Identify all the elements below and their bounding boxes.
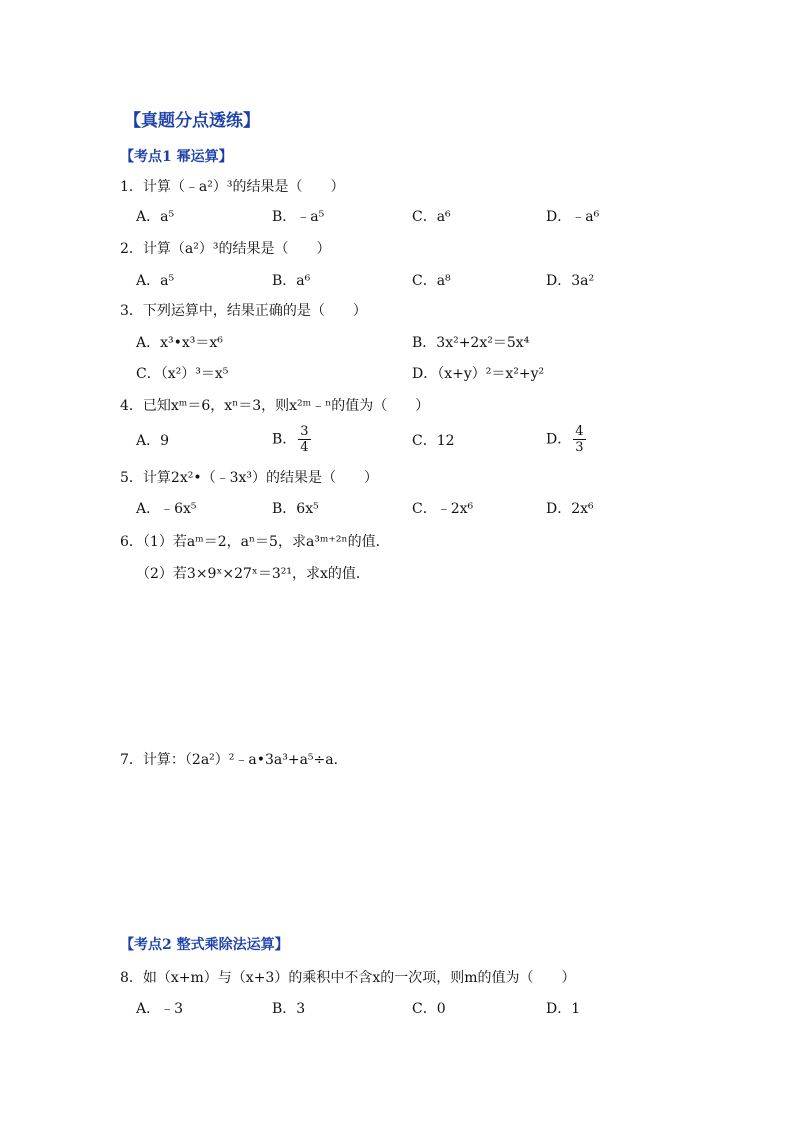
question-4-option-b-label: B．	[272, 431, 297, 448]
question-8-option-d: D．1	[546, 1001, 581, 1017]
fraction-3-4	[298, 424, 310, 455]
question-1-option-b: B．﹣a⁵	[272, 209, 325, 225]
question-5-option-c: C．﹣2x⁶	[412, 501, 474, 517]
question-3-option-a: A．x³•x³＝x⁶	[136, 335, 223, 351]
question-2-option-a: A．a⁵	[136, 273, 175, 289]
question-5-option-d: D．2x⁶	[546, 501, 594, 517]
question-1-option-c: C．a⁶	[412, 209, 451, 225]
fraction-numerator: 4	[575, 424, 584, 439]
question-7-stem: 7．计算：（2a²）²﹣a•3a³+a⁵÷a．	[120, 752, 348, 768]
question-3-option-d: D．（x+y）²＝x²+y²	[412, 366, 545, 382]
fraction-4-3	[573, 424, 585, 455]
fraction-denominator: 3	[575, 440, 584, 455]
question-5-stem: 5．计算2x²•（﹣3x³）的结果是（ ）	[120, 470, 378, 486]
question-1-option-a: A．a⁵	[136, 209, 175, 225]
fraction-numerator: 3	[300, 424, 309, 439]
question-8-option-a: A．﹣3	[136, 1001, 184, 1017]
question-1-stem: 1．计算（﹣a²）³的结果是（ ）	[120, 179, 345, 195]
question-4-option-d	[546, 424, 586, 455]
question-3-option-c: C．（x²）³＝x⁵	[136, 366, 229, 382]
question-2-option-b: B．a⁶	[272, 273, 311, 289]
question-5-option-a: A．﹣6x⁵	[136, 501, 197, 517]
question-8-option-b: B．3	[272, 1001, 306, 1017]
question-4-option-c: C．12	[412, 433, 455, 449]
question-4-option-b	[272, 424, 311, 455]
question-4-stem: 4．已知xᵐ＝6，xⁿ＝3，则x²ᵐ﹣ⁿ的值为（ ）	[120, 398, 430, 414]
topic-1-heading: 【考点1 幂运算】	[120, 149, 233, 165]
question-6-part-1: 6．（1）若aᵐ＝2，aⁿ＝5，求a³ᵐ⁺²ⁿ的值．	[120, 534, 390, 550]
section-title: 【真题分点透练】	[124, 111, 260, 131]
question-6-part-2: （2）若3×9ˣ×27ˣ＝3²¹，求x的值．	[136, 566, 370, 582]
question-8-stem: 8．如（x+m）与（x+3）的乘积中不含x的一次项，则m的值为（ ）	[120, 970, 576, 986]
question-2-stem: 2．计算（a²）³的结果是（ ）	[120, 241, 331, 257]
question-4-option-d-label: D．	[546, 431, 572, 448]
question-2-option-c: C．a⁸	[412, 273, 451, 289]
topic-2-heading: 【考点2 整式乘除法运算】	[120, 937, 289, 953]
question-8-option-c: C．0	[412, 1001, 446, 1017]
question-1-option-d: D．﹣a⁶	[546, 209, 600, 225]
question-3-stem: 3．下列运算中，结果正确的是（ ）	[120, 303, 367, 319]
question-5-option-b: B．6x⁵	[272, 501, 319, 517]
question-4-option-a: A．9	[136, 433, 170, 449]
question-2-option-d: D．3a²	[546, 273, 595, 289]
question-3-option-b: B．3x²+2x²＝5x⁴	[412, 335, 530, 351]
fraction-denominator: 4	[300, 440, 309, 455]
